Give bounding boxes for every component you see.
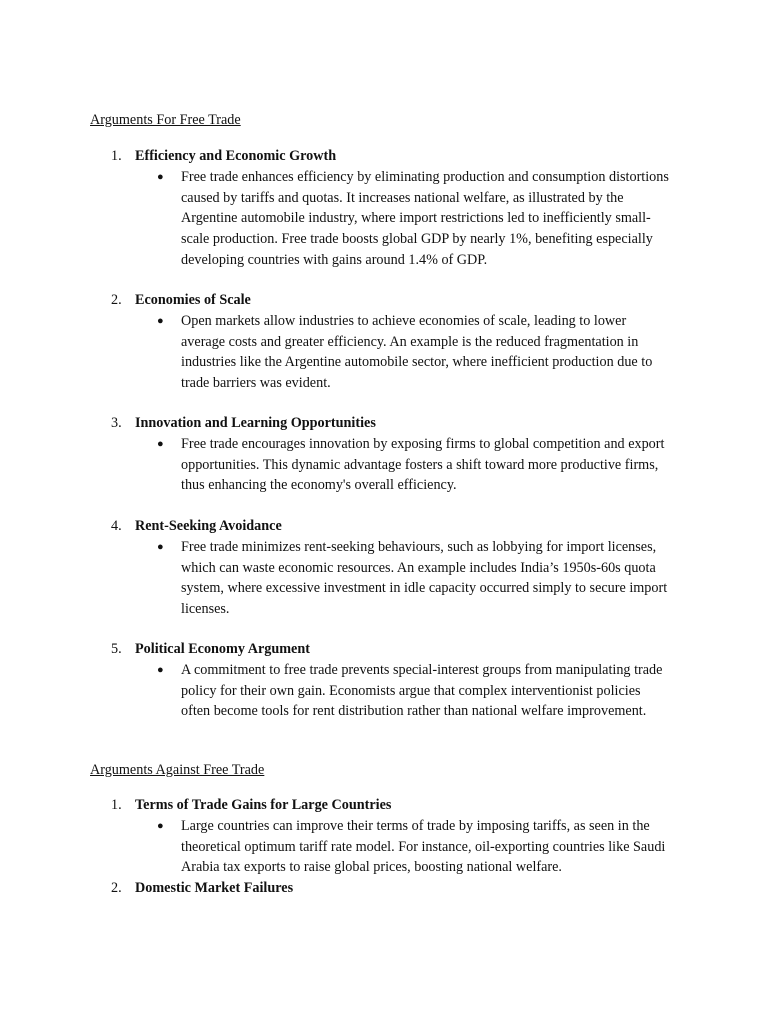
bullet-text: A commitment to free trade prevents special-interest groups from manipulating trade policy for their own gain. Economists argue that complex interventionist policies often become tools for rent distribution rather than national welfare improvement. <box>181 662 663 720</box>
bullet-text: Free trade minimizes rent-seeking behaviours, such as lobbying for import licenses, which can waste economic resources. An example includes India’s 1950s-60s quota system, where excessive investment in idle capacity occurred simply to secure import licenses. <box>181 539 668 618</box>
item-title: Economies of Scale <box>135 292 251 308</box>
item-number: 3. <box>111 415 122 431</box>
list-item <box>0 413 768 496</box>
bullet-icon: ● <box>157 541 164 553</box>
item-number: 4. <box>111 518 122 534</box>
bullet-text: Large countries can improve their terms of trade by imposing tariffs, as seen in the theoretical optimum tariff rate model. For instance, oil-exporting countries like Saudi Arabia tax exports to raise global prices, boosting national welfare. <box>181 818 666 876</box>
bullet-icon: ● <box>157 664 164 676</box>
bullet-text: Free trade encourages innovation by exposing firms to global competition and export opportunities. This dynamic advantage fosters a shift toward more productive firms, thus enhancing the economy's overall efficiency. <box>181 436 665 494</box>
bullet-icon: ● <box>157 438 164 450</box>
section-heading-against: Arguments Against Free Trade <box>90 762 265 778</box>
item-number: 5. <box>111 641 122 657</box>
item-title: Innovation and Learning Opportunities <box>135 415 376 431</box>
bullet-icon: ● <box>157 171 164 183</box>
section-heading-for: Arguments For Free Trade <box>90 112 241 128</box>
list-item <box>0 290 768 394</box>
item-title: Terms of Trade Gains for Large Countries <box>135 797 392 813</box>
item-number: 2. <box>111 880 122 896</box>
item-title: Efficiency and Economic Growth <box>135 148 337 164</box>
list-item <box>0 516 768 620</box>
list-item <box>0 878 768 899</box>
list-item <box>0 146 768 271</box>
item-title: Domestic Market Failures <box>135 880 294 896</box>
item-title: Rent-Seeking Avoidance <box>135 518 282 534</box>
item-title: Political Economy Argument <box>135 641 310 657</box>
bullet-text: Free trade enhances efficiency by eliminating production and consumption distortions caused by tariffs and quotas. It increases national welfare, as illustrated by the Argentine automobile industry, where import restrictions led to inefficiently small-scale production. Free trade boosts global GDP by nearly 1%, benefiting especially developing countries with gains around 1.4% of GDP. <box>181 169 669 268</box>
bullet-icon: ● <box>157 820 164 832</box>
bullet-text: Open markets allow industries to achieve economies of scale, leading to lower average costs and greater efficiency. An example is the reduced fragmentation in industries like the Argentine automobile sector, where inefficient production due to trade barriers was evident. <box>181 313 653 392</box>
bullet-icon: ● <box>157 315 164 327</box>
item-number: 1. <box>111 148 122 164</box>
list-item <box>0 795 768 878</box>
item-number: 1. <box>111 797 122 813</box>
list-item <box>0 639 768 722</box>
item-number: 2. <box>111 292 122 308</box>
